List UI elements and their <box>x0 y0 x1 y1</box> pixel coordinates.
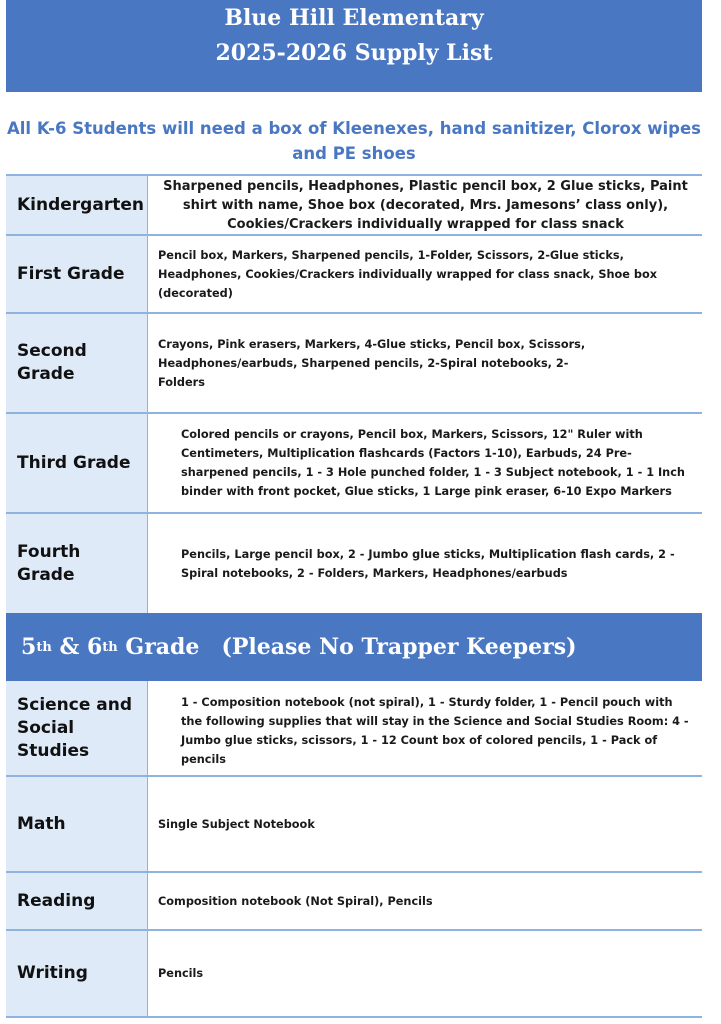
subject-label: Science and Social Studies <box>6 681 148 775</box>
grade-label: Kindergarten <box>6 176 148 234</box>
trapper-keeper-note: (Please No Trapper Keepers) <box>221 634 577 660</box>
grade-row-third <box>6 414 702 514</box>
grade-label: Second Grade <box>6 314 148 412</box>
grade-supplies: Sharpened pencils, Headphones, Plastic pencil box, 2 Glue sticks, Paint shirt with name, Shoe box (decorated, Mrs. Jamesons’ class only), Cookies/Crackers individually wrapped for class snack <box>163 178 688 232</box>
subject-label: Writing <box>6 931 148 1016</box>
grade-6-number: 6 <box>86 634 103 660</box>
grade-word: Grade <box>117 634 200 660</box>
subject-supplies: Pencils <box>158 967 204 980</box>
subject-supplies: Composition notebook (Not Spiral), Pencils <box>158 894 433 908</box>
subject-row-reading <box>6 873 702 931</box>
grade-supplies: Crayons, Pink erasers, Markers, 4-Glue sticks, Pencil box, Scissors, Headphones/earbuds, Sharpened pencils, 2-Spiral notebooks, 2-Folders <box>158 337 586 389</box>
subject-label: Math <box>6 777 148 871</box>
grade-supplies: Colored pencils or crayons, Pencil box, Markers, Scissors, 12" Ruler with Centimeters, Multiplication flashcards (Factors 1-10), Earbuds, 24 Pre-sharpened pencils, 1 - 3 Hole punched folder, 1 - 3 Subject notebook, 1 - 1 Inch binder with front pocket, Glue sticks, 1 Large pink eraser, 6-10 Expo Markers <box>181 428 685 498</box>
lower-grades-table <box>6 174 702 613</box>
grade-label: Fourth Grade <box>6 514 148 613</box>
grade-row-fourth <box>6 514 702 613</box>
grade-row-second <box>6 314 702 414</box>
grade-supplies: Pencil box, Markers, Sharpened pencils, 1-Folder, Scissors, 2-Glue sticks, Headphones, Cookies/Crackers individually wrapped for class snack, Shoe box (decorated) <box>158 248 657 300</box>
general-supplies-note: All K-6 Students will need a box of Kleenexes, hand sanitizer, Clorox wipes and PE shoes <box>7 119 701 163</box>
grade-5-number: 5 <box>21 634 37 660</box>
subject-label: Reading <box>6 873 148 929</box>
grade-5-suffix: th <box>36 639 52 655</box>
grade-row-kindergarten <box>6 174 702 236</box>
subject-supplies: Single Subject Notebook <box>158 817 315 831</box>
title-banner <box>6 0 702 92</box>
subject-row-writing <box>6 931 702 1018</box>
upper-grades-table <box>6 681 702 1018</box>
grade-6-suffix: th <box>102 639 118 655</box>
subject-supplies: 1 - Composition notebook (not spiral), 1 - Sturdy folder, 1 - Pencil pouch with the following supplies that will stay in the Science and Social Studies Room: 4 - Jumbo glue sticks, scissors, 1 - 12 Count box of colored pencils, 1 - Pack of pencils <box>181 696 689 766</box>
ampersand: & <box>51 634 87 660</box>
upper-grades-banner <box>6 613 702 681</box>
grade-supplies: Pencils, Large pencil box, 2 - Jumbo glue sticks, Multiplication flash cards, 2 - Spiral notebooks, 2 - Folders, Markers, Headphones/earbuds <box>181 547 675 580</box>
supply-list-title: 2025-2026 Supply List <box>215 40 493 66</box>
school-name: Blue Hill Elementary <box>224 5 484 31</box>
grade-label: First Grade <box>6 236 148 312</box>
subject-row-math <box>6 777 702 873</box>
grade-label: Third Grade <box>6 414 148 512</box>
grade-row-first <box>6 236 702 314</box>
subject-row-science-social-studies <box>6 681 702 777</box>
